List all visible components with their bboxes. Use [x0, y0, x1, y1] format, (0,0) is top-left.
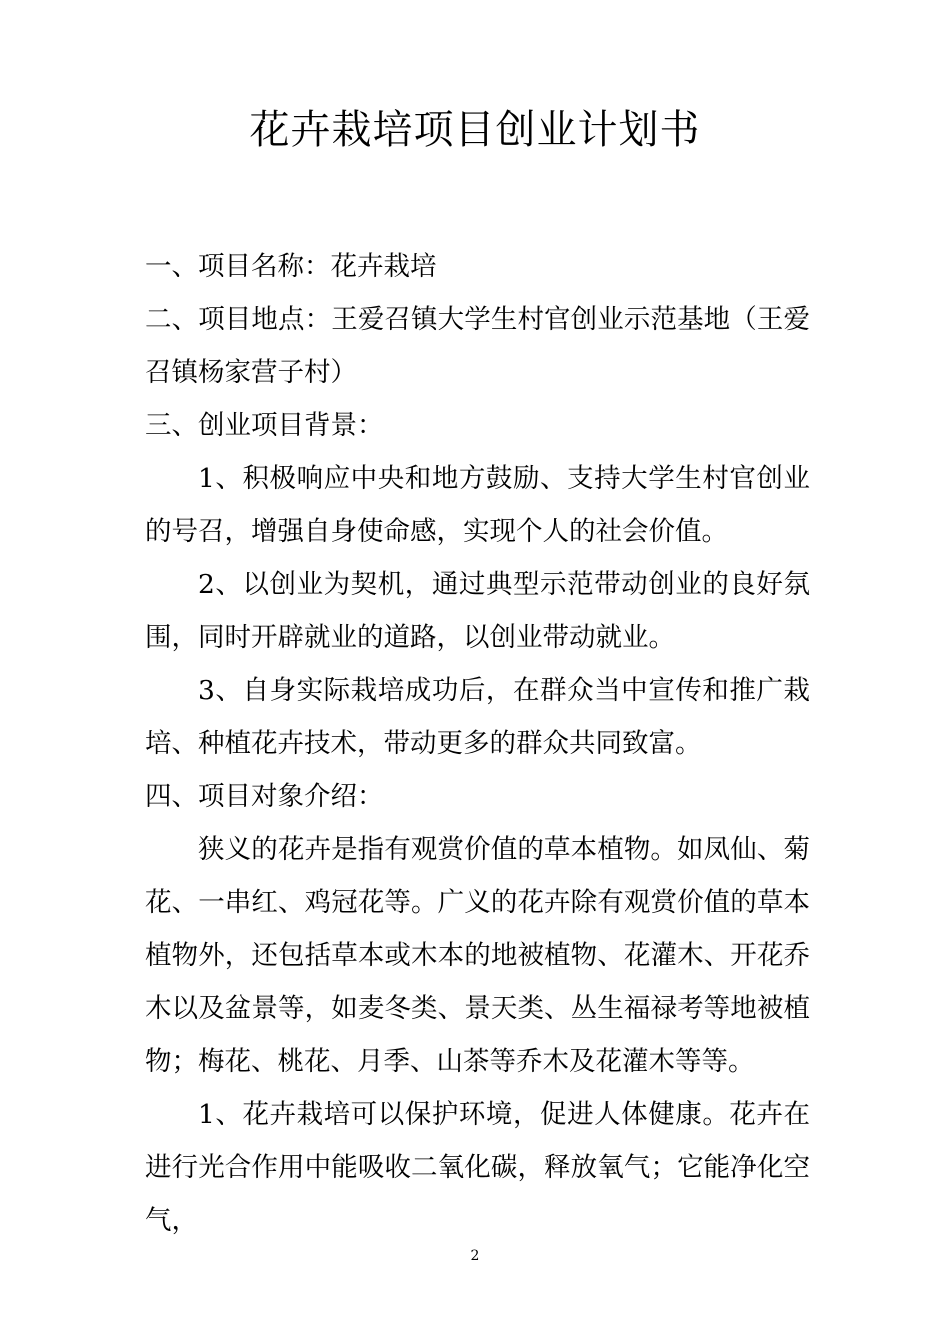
paragraph-project-location: 二、项目地点：王爱召镇大学生村官创业示范基地（王爱召镇杨家营子村）	[145, 304, 810, 388]
paragraph-background-heading: 三、创业项目背景：	[145, 410, 384, 441]
paragraph-background-2: 2、以创业为契机，通过典型示范带动创业的良好氛围，同时开辟就业的道路，以创业带动就业。	[145, 569, 810, 653]
document-body	[145, 240, 810, 1247]
paragraph-project-name: 一、项目名称：花卉栽培	[145, 251, 437, 282]
paragraph-object-heading: 四、项目对象介绍：	[145, 781, 384, 812]
paragraph-background-1: 1、积极响应中央和地方鼓励、支持大学生村官创业的号召，增强自身使命感，实现个人的社会价值。	[145, 463, 810, 547]
page-number: 2	[470, 1248, 480, 1264]
document-title: 花卉栽培项目创业计划书	[249, 107, 701, 153]
paragraph-object-intro: 狭义的花卉是指有观赏价值的草本植物。如凤仙、菊花、一串红、鸡冠花等。广义的花卉除有观赏价值的草本植物外，还包括草本或木本的地被植物、花灌木、开花乔木以及盆景等，如麦冬类、景天类、丛生福禄考等地被植物；梅花、桃花、月季、山茶等乔木及花灌木等等。	[145, 834, 810, 1077]
paragraph-object-1: 1、花卉栽培可以保护环境，促进人体健康。花卉在进行光合作用中能吸收二氧化碳，释放氧气；它能净化空气，	[145, 1099, 810, 1236]
paragraph-background-3: 3、自身实际栽培成功后，在群众当中宣传和推广栽培、种植花卉技术，带动更多的群众共同致富。	[145, 675, 810, 759]
